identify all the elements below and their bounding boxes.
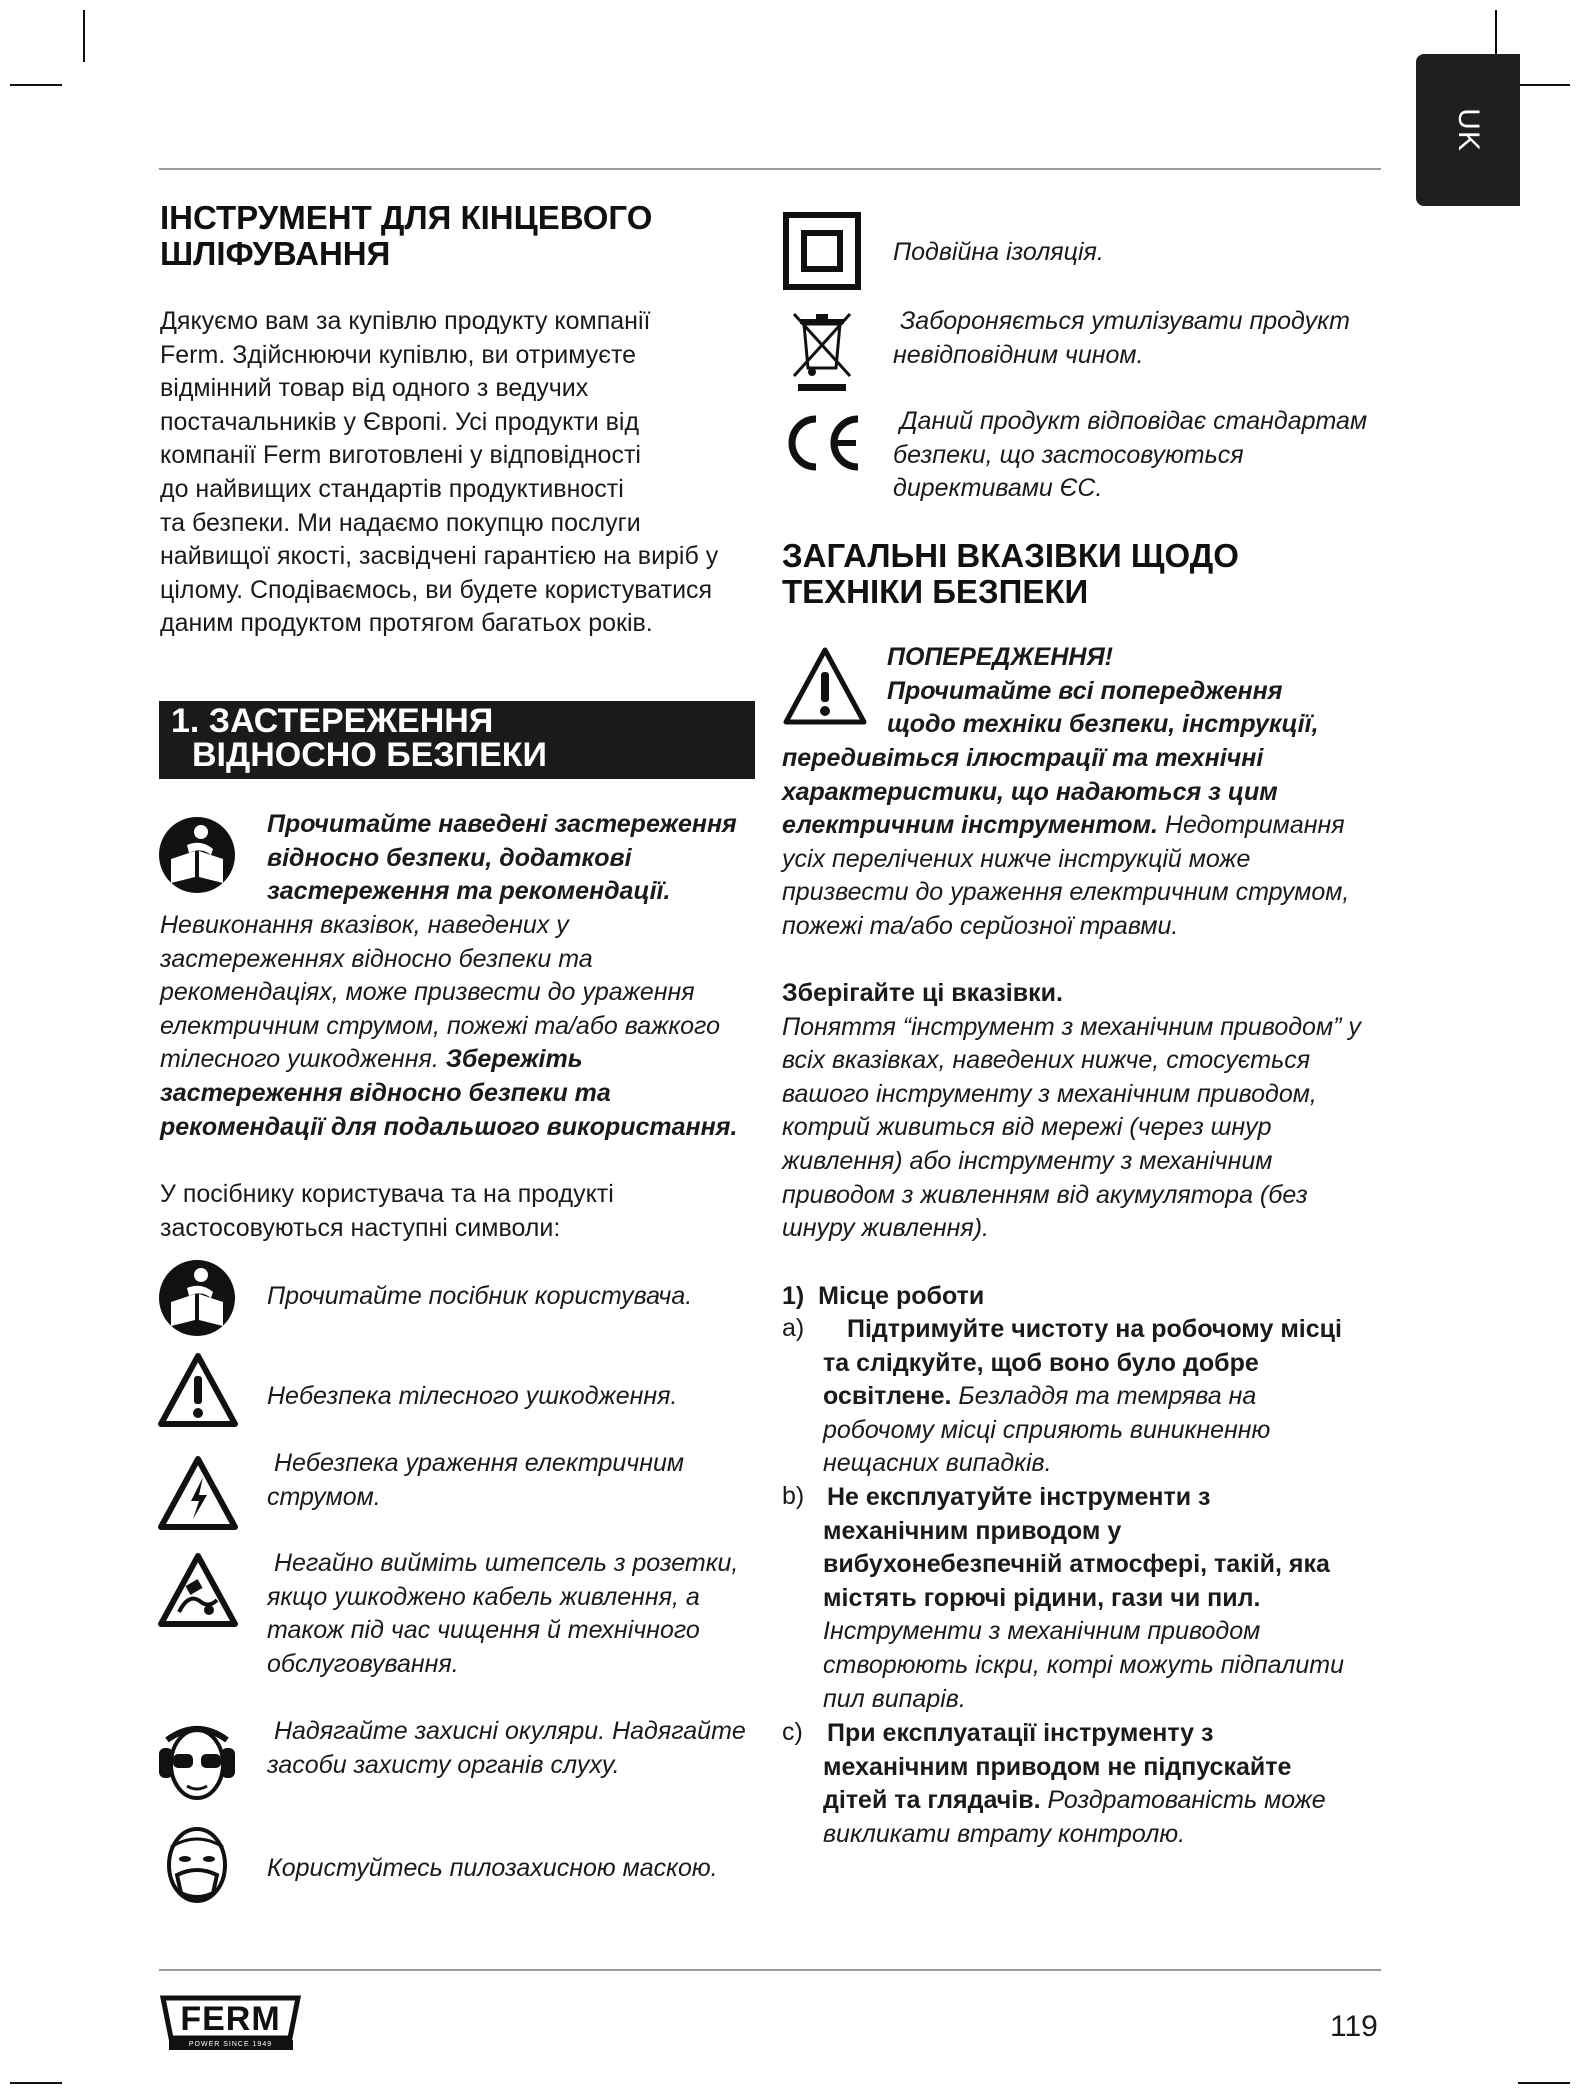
ferm-logo: FERM POWER SINCE 1949: [159, 1994, 302, 2052]
dust-mask-icon: [159, 1823, 235, 1909]
workplace-heading: 1) Місце роботи: [782, 1282, 985, 1310]
crop-mark: [1518, 84, 1570, 86]
list-item: Не експлуатуйте інструменти з механічним приводом у вибухонебезпечній атмосфері, такій, яка містять горючі рідини, гази чи пил. Інструменти з механічним приводом створюють іскри, котрі можуть підпалити пил випарів.: [823, 1483, 1344, 1713]
weee-bin-icon: [790, 310, 854, 392]
list-item: При експлуатації інструменту з механічним приводом не підпускайте дітей та глядачів. Роздратованість може викликати втрату контролю.: [823, 1719, 1326, 1848]
crop-mark: [10, 2082, 62, 2084]
section-heading-line: 1. ЗАСТЕРЕЖЕННЯ: [171, 702, 494, 740]
read-warning-body: Невиконання вказівок, наведених у застереженнях відносно безпеки та рекомендаціях, може призвести до ураження електричним струмом, пожежі та/або важкого тілесного ушкодження. Збережіть застереження відносно безпеки та рекомендації для подальшого використання.: [160, 911, 738, 1141]
unplug-icon: [157, 1552, 239, 1628]
crop-mark: [10, 84, 62, 86]
symbol-text: Забороняється утилізувати продукт невідповідним чином.: [893, 307, 1351, 369]
general-safety-heading: ЗАГАЛЬНІ ВКАЗІВКИ ЩОДО ТЕХНІКИ БЕЗПЕКИ: [782, 537, 1239, 610]
crop-mark: [83, 10, 85, 62]
keep-instructions: Зберігайте ці вказівки. Поняття “інструмент з механічним приводом” у всіх вказівках, наведених нижче, стосується вашого інструменту з механічним приводом, котрий живиться від мережі (через шнур живлення) або інструменту з механічним приводом з живленням від акумулятора (без шнуру живлення).: [782, 979, 1361, 1243]
list-letter: b): [782, 1482, 805, 1510]
top-rule: [159, 168, 1381, 170]
symbols-intro: У посібнику користувача та на продукті застосовуються наступні символи:: [160, 1180, 614, 1242]
language-tab: [1416, 54, 1520, 206]
page-number: 119: [1330, 2010, 1378, 2043]
symbol-text: Користуйтесь пилозахисною маскою.: [267, 1854, 718, 1882]
symbol-text: Подвійна ізоляція.: [893, 238, 1104, 266]
list-letter: c): [782, 1718, 803, 1746]
symbol-text: Небезпека ураження електричним струмом.: [267, 1449, 685, 1511]
list-item: Підтримуйте чистоту на робочому місці та слідкуйте, щоб воно було добре освітлене. Безладдя та темрява на робочому місці сприяють виникненню нещасних випадків.: [823, 1315, 1342, 1478]
ce-mark-icon: [780, 413, 864, 473]
bottom-rule: [159, 1969, 1381, 1971]
section-heading-bar: [159, 701, 755, 779]
warning-title: ПОПЕРЕДЖЕННЯ! Прочитайте всі попередження щодо техніки безпеки, інструкції,: [887, 643, 1319, 739]
symbol-text: Негайно вийміть штепсель з розетки, якщо ушкоджено кабель живлення, а також під час чищення й технічного обслуговування.: [267, 1549, 739, 1678]
intro-paragraph: Дякуємо вам за купівлю продукту компанії Ferm. Здійснюючи купівлю, ви отримуєте відмінний товар від одного з ведучих постачальників у Європі. Усі продукти від компанії Ferm виготовлені у відповідності до найвищих стандартів продуктивності та безпеки. Ми надаємо покупцю послуги найвищої якості, засвідчені гарантією на виріб у цілому. Сподіваємось, ви будете користуватися даним продуктом протягом багатьох років.: [160, 307, 719, 638]
crop-mark: [1518, 2082, 1570, 2084]
page-title: ІНСТРУМЕНТ ДЛЯ КІНЦЕВОГО ШЛІФУВАННЯ: [160, 199, 653, 272]
manual-icon: [157, 1258, 237, 1338]
section-heading-line: ВІДНОСНО БЕЗПЕКИ: [192, 736, 547, 774]
double-insulation-icon: [783, 212, 861, 290]
symbol-text: Прочитайте посібник користувача.: [267, 1282, 693, 1310]
read-manual-icon: [157, 815, 237, 895]
read-warning-bold: Прочитайте наведені застереження відносно безпеки, додаткові застереження та рекомендації.: [267, 810, 737, 906]
electric-shock-icon: [157, 1455, 239, 1531]
symbol-text: Небезпека тілесного ушкодження.: [267, 1382, 678, 1410]
list-letter: a): [782, 1314, 805, 1342]
language-tab-label: UK: [1452, 108, 1485, 152]
goggles-earmuffs-icon: [157, 1722, 237, 1808]
warning-icon: [782, 646, 868, 726]
warning-icon: [157, 1352, 239, 1428]
warning-body: передивіться ілюстрації та технічні характеристики, що надаються з цим електричним інструментом. Недотримання усіх перелічених нижче інструкцій може призвести до ураження електричним струмом, пожежі та/або серйозної травми.: [782, 744, 1350, 940]
symbol-text: Надягайте захисні окуляри. Надягайте засоби захисту органів слуху.: [267, 1717, 746, 1779]
symbol-text: Даний продукт відповідає стандартам безпеки, що застосовуються директивами ЄС.: [893, 407, 1368, 503]
